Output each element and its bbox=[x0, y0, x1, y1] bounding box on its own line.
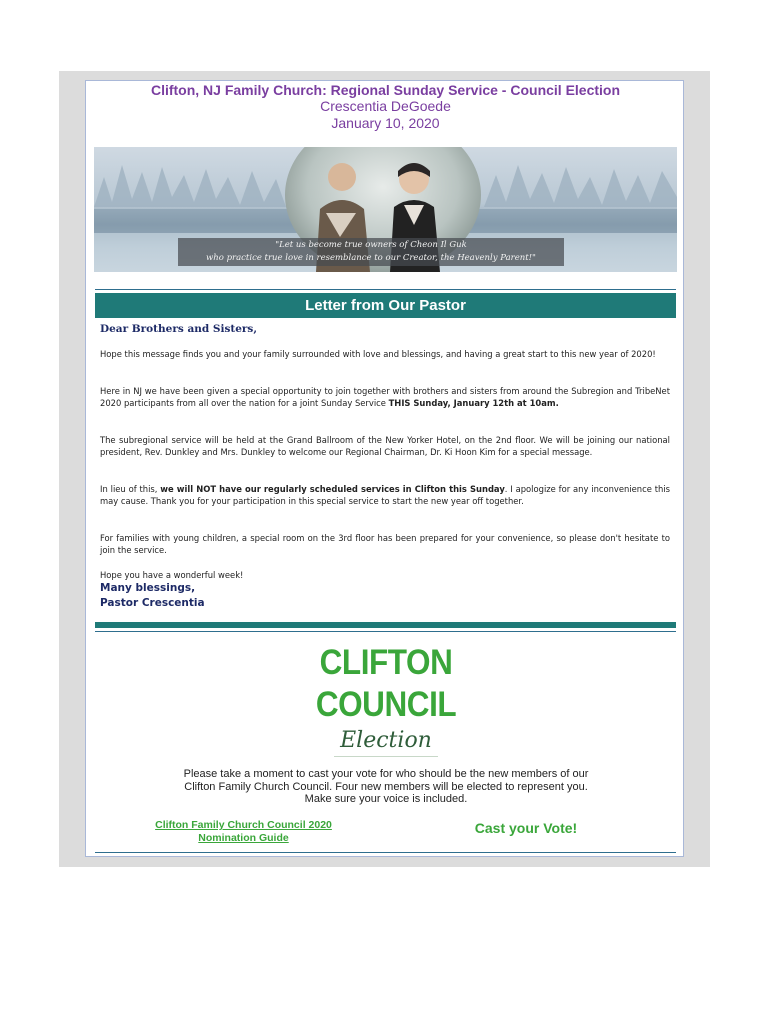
newsletter-author: Crescentia DeGoede bbox=[320, 98, 451, 114]
paragraph-4-text-c: . I apologize for any inconvenience this may cause. Thank you for your participation in this special service to start the new year off together. bbox=[100, 484, 670, 507]
newsletter-title: Clifton, NJ Family Church: Regional Sunday Service - Council Election bbox=[150, 82, 621, 98]
letter-paragraph-4 bbox=[100, 483, 670, 508]
letter-heading: Letter from Our Pastor bbox=[95, 293, 676, 318]
letter-paragraph-2 bbox=[100, 385, 670, 410]
paragraph-4-bold: we will NOT have our regularly scheduled services in Clifton this Sunday bbox=[160, 484, 505, 494]
nomination-guide-line-2[interactable]: Nomination Guide bbox=[198, 832, 289, 844]
nomination-guide-line-1[interactable]: Clifton Family Church Council 2020 bbox=[155, 819, 332, 831]
logo-line-council: COUNCIL bbox=[315, 685, 457, 724]
nomination-guide-link[interactable] bbox=[126, 819, 361, 845]
paragraph-2-bold: THIS Sunday, January 12th at 10am. bbox=[388, 398, 559, 409]
salutation: Dear Brothers and Sisters, bbox=[100, 323, 257, 335]
divider-bottom bbox=[95, 852, 676, 853]
logo-line-election: Election bbox=[340, 728, 432, 753]
banner-image bbox=[94, 147, 677, 272]
vote-message-line-2: Clifton Family Church Council. Four new members will be elected to represent you. bbox=[184, 780, 588, 793]
cast-vote-link[interactable]: Cast your Vote! bbox=[474, 820, 578, 836]
letter-paragraph-1: Hope this message finds you and your family surrounded with love and blessings, and having a great start to this new year of 2020! bbox=[100, 349, 656, 359]
banner-quote bbox=[178, 238, 564, 266]
signature-closing: Many blessings, bbox=[100, 582, 196, 594]
newsletter-date: January 10, 2020 bbox=[331, 115, 440, 131]
divider-teal bbox=[95, 622, 676, 628]
council-election-logo bbox=[301, 643, 471, 761]
vote-message bbox=[126, 768, 646, 806]
vote-message-line-3: Make sure your voice is included. bbox=[304, 793, 468, 805]
paragraph-2-text: Here in NJ we have been given a special opportunity to join together with brothers and sisters from around the Subregion and TribeNet 2020 participants from all over the nation for a joint Sunday Service bbox=[100, 386, 670, 409]
letter-paragraph-3: The subregional service will be held at the Grand Ballroom of the New Yorker Hotel, on the 2nd floor. We will be joining our national president, Rev. Dunkley and Mrs. Dunkley to welcome our Regional Chairman, Dr. Ki Hoon Kim for a special message. bbox=[100, 435, 670, 458]
vote-message-line-1: Please take a moment to cast your vote for who should be the new members of our bbox=[183, 768, 589, 780]
logo-underline bbox=[334, 756, 438, 757]
paragraph-4-text-a: In lieu of this, bbox=[100, 484, 161, 494]
signature-name: Pastor Crescentia bbox=[100, 597, 205, 609]
banner-quote-line-1: "Let us become true owners of Cheon Il Guk bbox=[275, 240, 467, 250]
divider-top bbox=[95, 289, 676, 290]
divider-thin bbox=[95, 631, 676, 632]
newsletter-card bbox=[85, 80, 684, 857]
letter-paragraph-5: For families with young children, a special room on the 3rd floor has been prepared for your convenience, so please don't hesitate to join the service. bbox=[100, 533, 670, 556]
logo-line-clifton: CLIFTON bbox=[319, 643, 453, 682]
letter-paragraph-6: Hope you have a wonderful week! bbox=[100, 570, 244, 580]
banner-quote-line-2: who practice true love in resemblance to our Creator, the Heavenly Parent!" bbox=[206, 253, 536, 263]
